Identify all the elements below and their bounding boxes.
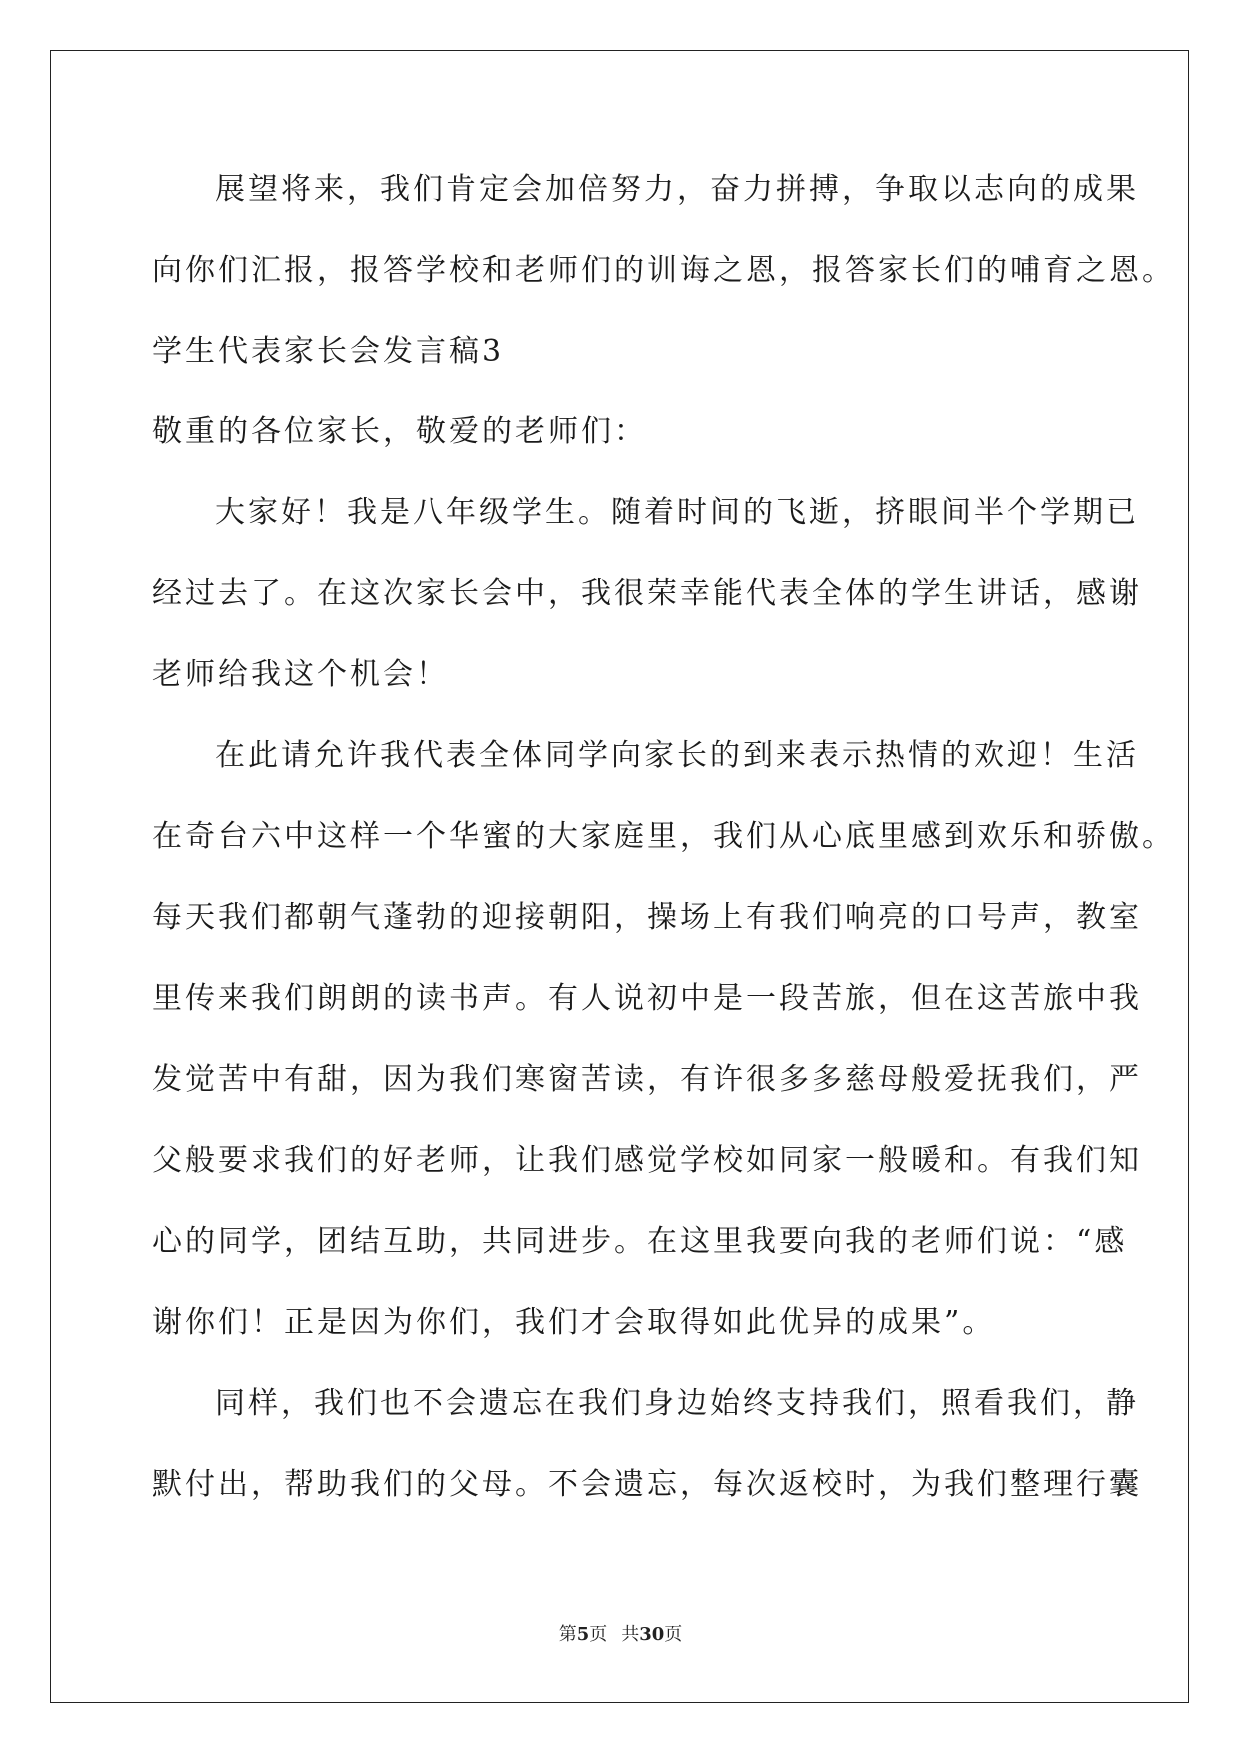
- paragraph-line: 同样，我们也不会遗忘在我们身边始终支持我们，照看我们，静: [215, 1386, 1139, 1421]
- paragraph-line: 里传来我们朗朗的读书声。有人说初中是一段苦旅，但在这苦旅中我: [152, 981, 1142, 1016]
- page-footer: [0, 1624, 1241, 1646]
- paragraph-line: 每天我们都朝气蓬勃的迎接朝阳，操场上有我们响亮的口号声，教室: [152, 900, 1142, 935]
- paragraph-line: 大家好！我是八年级学生。随着时间的飞逝，挤眼间半个学期已: [215, 495, 1139, 530]
- total-suffix: 页: [664, 1624, 683, 1645]
- paragraph-line: 发觉苦中有甜，因为我们寒窗苦读，有许很多多慈母般爱抚我们，严: [152, 1062, 1142, 1097]
- paragraph-line: 经过去了。在这次家长会中，我很荣幸能代表全体的学生讲话，感谢: [152, 576, 1142, 611]
- paragraph-line: 向你们汇报，报答学校和老师们的训诲之恩，报答家长们的哺育之恩。: [152, 253, 1175, 288]
- paragraph-line: 谢你们！正是因为你们，我们才会取得如此优异的成果”。: [152, 1305, 996, 1340]
- total-prefix: 共: [621, 1624, 640, 1645]
- paragraph-line: 展望将来，我们肯定会加倍努力，奋力拼搏，争取以志向的成果: [215, 172, 1139, 207]
- page-frame: [50, 50, 1189, 1703]
- salutation: 敬重的各位家长，敬爱的老师们：: [152, 414, 647, 449]
- section-heading: 学生代表家长会发言稿3: [152, 334, 505, 369]
- paragraph-line: 心的同学，团结互助，共同进步。在这里我要向我的老师们说：“感: [152, 1224, 1128, 1259]
- page-number: 5: [576, 1624, 590, 1645]
- paragraph-line: 在奇台六中这样一个华蜜的大家庭里，我们从心底里感到欢乐和骄傲。: [152, 819, 1175, 854]
- paragraph-line: 默付出，帮助我们的父母。不会遗忘，每次返校时，为我们整理行囊: [152, 1467, 1142, 1502]
- page-suffix: 页: [589, 1624, 608, 1645]
- page-prefix: 第: [558, 1624, 577, 1645]
- paragraph-line: 老师给我这个机会！: [152, 657, 449, 692]
- paragraph-line: 在此请允许我代表全体同学向家长的到来表示热情的欢迎！生活: [215, 738, 1139, 773]
- total-pages: 30: [639, 1624, 665, 1645]
- paragraph-line: 父般要求我们的好老师，让我们感觉学校如同家一般暖和。有我们知: [152, 1143, 1142, 1178]
